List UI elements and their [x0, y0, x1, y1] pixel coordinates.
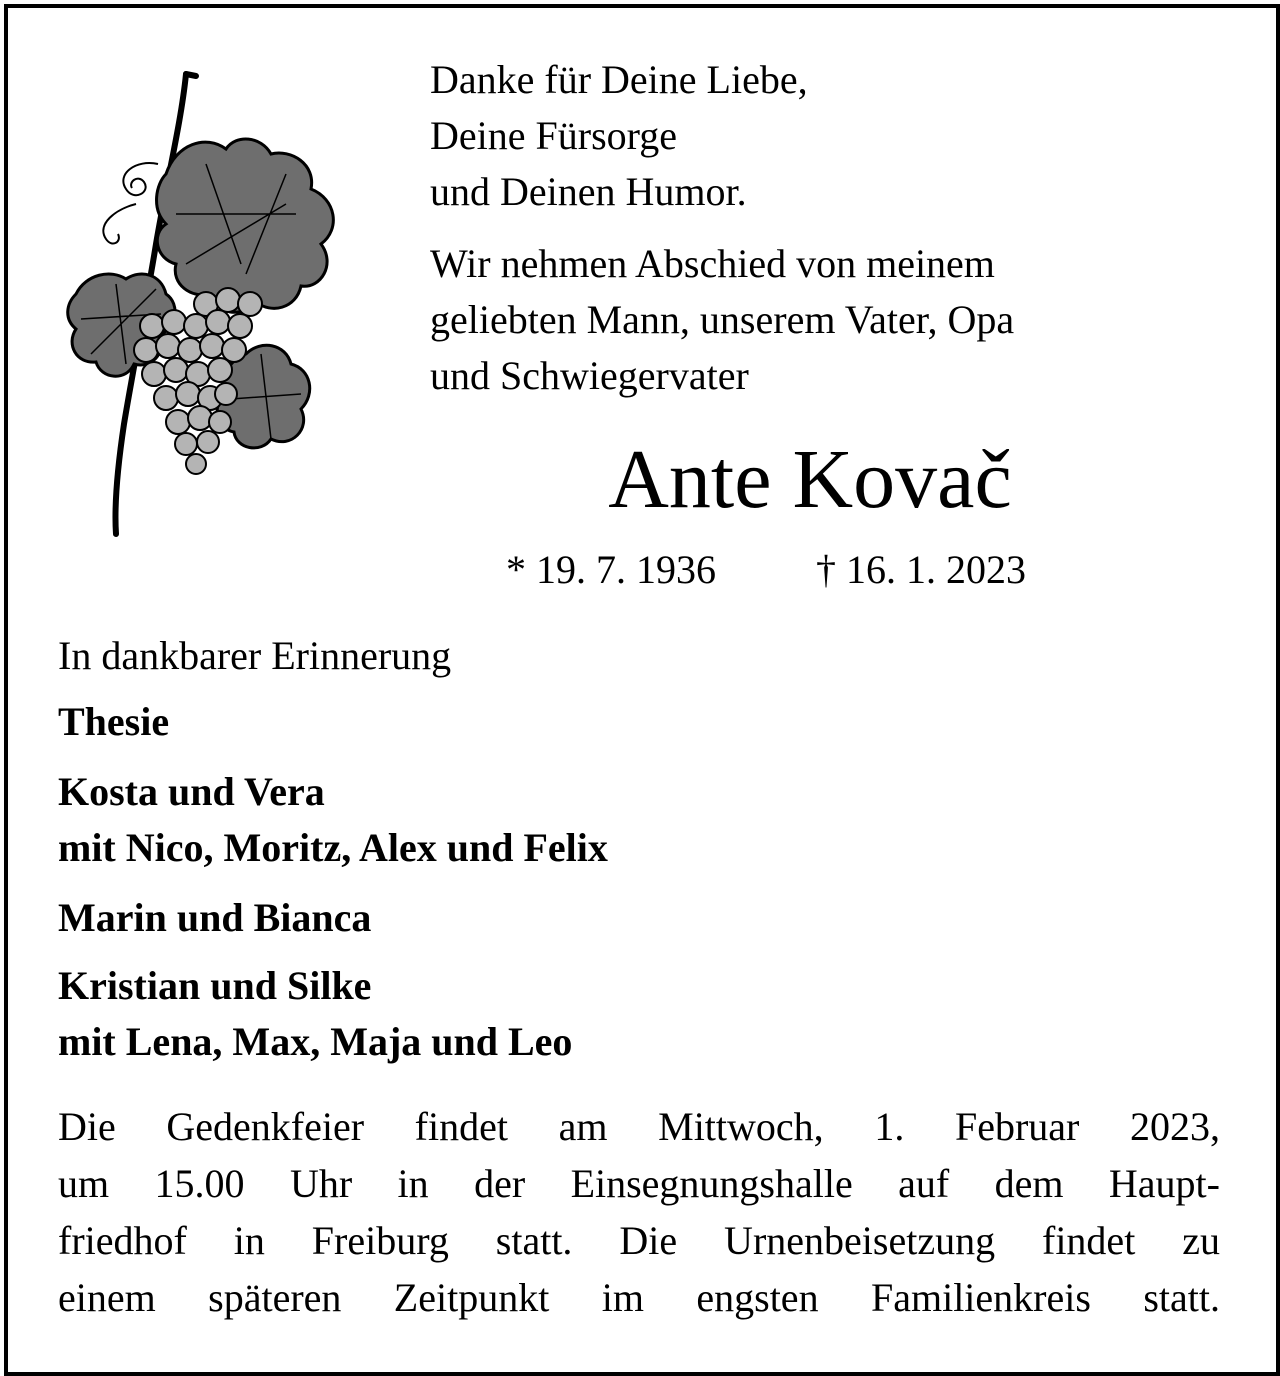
motto	[430, 52, 808, 220]
ceremony-line-2: um 15.00 Uhr in der Einsegnungshalle auf dem Haupt-	[58, 1161, 1220, 1206]
family-line: mit Lena, Max, Maja und Leo	[58, 1019, 573, 1064]
ceremony-line-3: friedhof in Freiburg statt. Die Urnenbeisetzung findet zu	[58, 1218, 1220, 1263]
birth-date: * 19. 7. 1936	[506, 547, 716, 592]
life-dates	[506, 542, 1026, 598]
memory-text: In dankbarer Erinnerung	[58, 633, 452, 678]
family-group-2	[58, 764, 608, 876]
family-line: mit Nico, Moritz, Alex und Felix	[58, 825, 608, 870]
family-group-3	[58, 890, 371, 946]
ceremony-line-4: einem späteren Zeitpunkt im engsten Familienkreis statt.	[58, 1275, 1220, 1320]
ceremony-info	[58, 1098, 1220, 1326]
intro-line-3: und Schwiegervater	[430, 353, 749, 398]
motto-line-3: und Deinen Humor.	[430, 169, 747, 214]
intro-line-1: Wir nehmen Abschied von meinem	[430, 241, 995, 286]
family-line: Kosta und Vera	[58, 769, 325, 814]
family-line: Thesie	[58, 699, 170, 744]
ceremony-line-1: Die Gedenkfeier findet am Mittwoch, 1. Februar 2023,	[58, 1104, 1220, 1149]
family-group-1	[58, 694, 169, 750]
family-line: Kristian und Silke	[58, 963, 372, 1008]
intro-line-2: geliebten Mann, unserem Vater, Opa	[430, 297, 1015, 342]
family-line: Marin und Bianca	[58, 895, 372, 940]
farewell-intro	[430, 236, 1014, 404]
grapevine-icon	[56, 64, 356, 544]
deceased-name: Ante Kovač	[608, 433, 1012, 526]
motto-line-2: Deine Fürsorge	[430, 113, 677, 158]
death-date: † 16. 1. 2023	[816, 547, 1026, 592]
family-group-4	[58, 958, 572, 1070]
motto-line-1: Danke für Deine Liebe,	[430, 57, 808, 102]
